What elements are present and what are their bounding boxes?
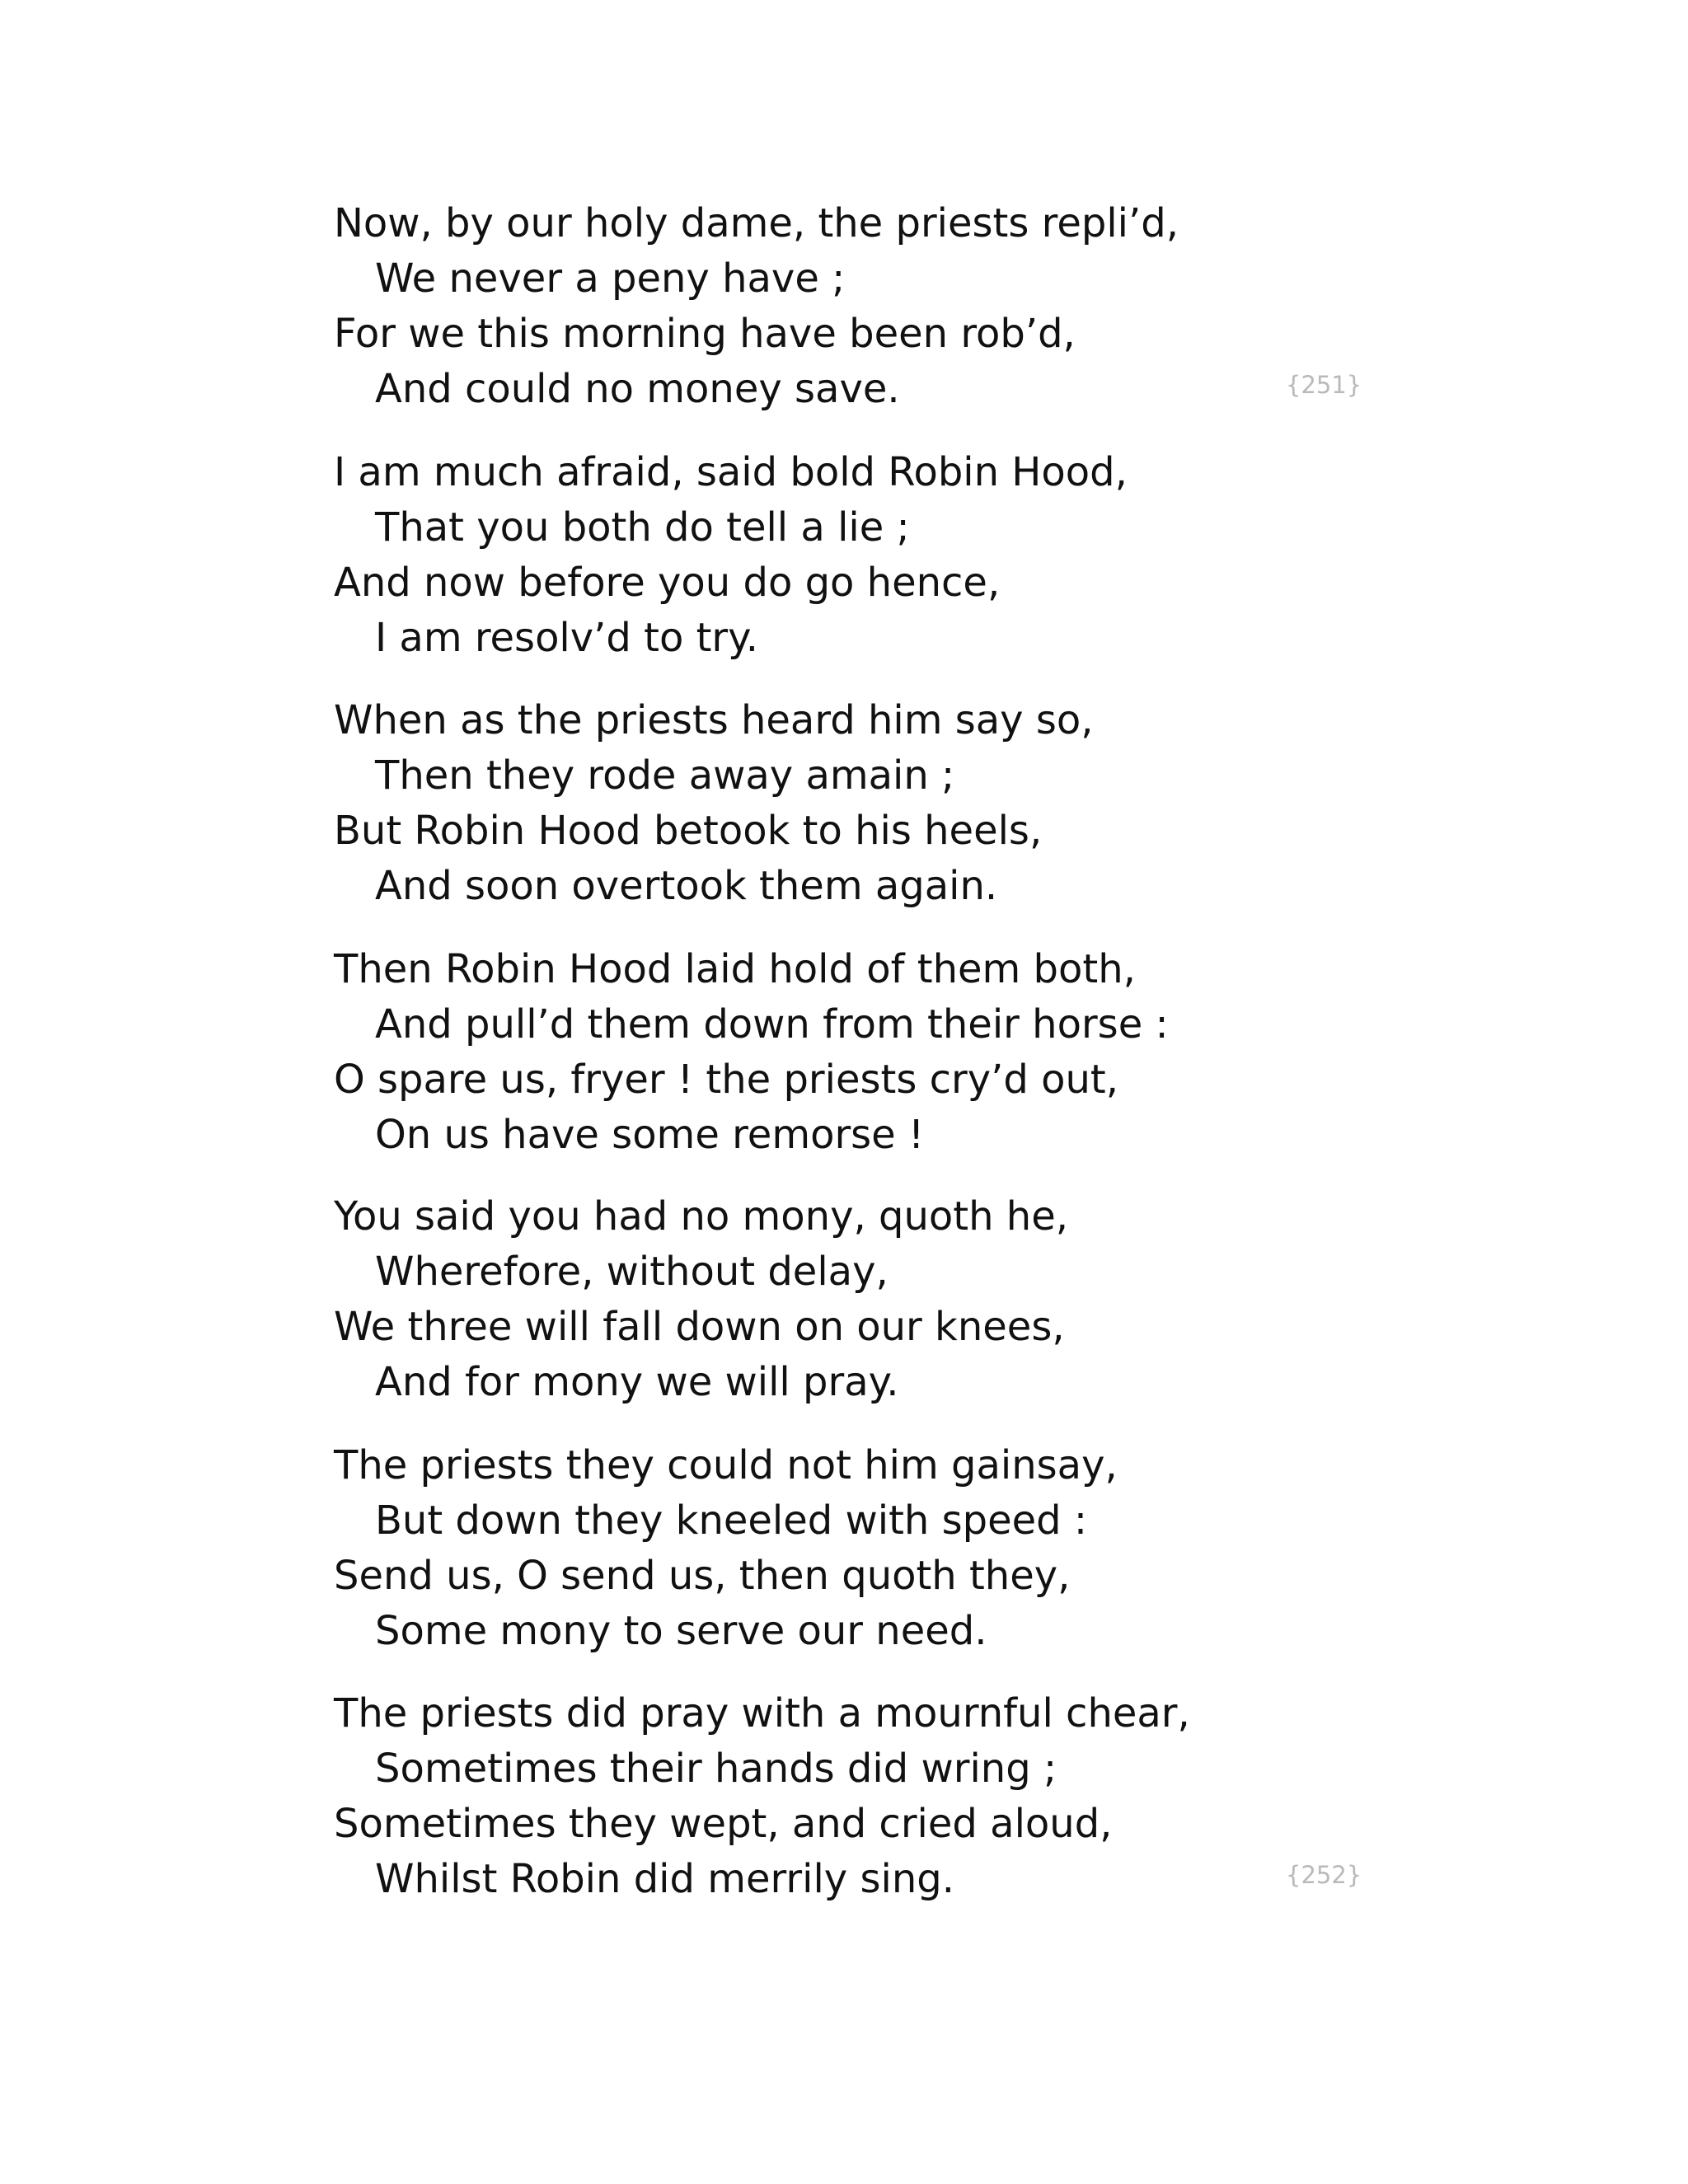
verse-line: Then Robin Hood laid hold of them both, (334, 946, 1136, 992)
verse-line: Then they rode away amain ; (375, 752, 955, 799)
verse-line: And pull’d them down from their horse : (375, 1001, 1169, 1047)
verse-line: And soon overtook them again. (375, 863, 998, 909)
verse-line: Send us, O send us, then quoth they, (334, 1553, 1071, 1599)
verse-line: When as the priests heard him say so, (334, 697, 1094, 743)
verse-line: I am much afraid, said bold Robin Hood, (334, 449, 1128, 495)
verse-line: You said you had no mony, quoth he, (334, 1193, 1068, 1240)
verse-line: On us have some remorse ! (375, 1112, 925, 1158)
page-number-marker: {252} (1286, 1861, 1362, 1889)
stanza (334, 196, 1405, 417)
verse-line: And now before you do go hence, (334, 560, 1001, 606)
verse-line: But Robin Hood betook to his heels, (334, 808, 1043, 854)
stanza (334, 1438, 1405, 1659)
verse-line: Sometimes they wept, and cried aloud, (334, 1801, 1113, 1847)
stanza (334, 1189, 1405, 1410)
verse-line: I am resolv’d to try. (375, 615, 758, 661)
verse-line: We never a peny have ; (375, 255, 846, 302)
verse-line: Now, by our holy dame, the priests repli’d, (334, 200, 1179, 246)
verse-line: And could no money save. (375, 366, 900, 412)
page-number-marker: {251} (1286, 371, 1362, 399)
verse-line: O spare us, fryer ! the priests cry’d out, (334, 1057, 1118, 1103)
verse-line: We three will fall down on our knees, (334, 1304, 1065, 1350)
verse-line: And for mony we will pray. (375, 1359, 899, 1405)
verse-line: But down they kneeled with speed : (375, 1497, 1088, 1544)
stanza (334, 942, 1405, 1163)
verse-line: That you both do tell a lie ; (375, 504, 910, 551)
stanza (334, 1686, 1405, 1907)
verse-line: Some mony to serve our need. (375, 1608, 987, 1654)
verse-line: The priests did pray with a mournful chear, (334, 1690, 1190, 1736)
verse-line: The priests they could not him gainsay, (334, 1442, 1118, 1488)
stanza (334, 693, 1405, 914)
verse-line: For we this morning have been rob’d, (334, 311, 1076, 357)
verse-line: Wherefore, without delay, (375, 1249, 889, 1295)
verse-line: Sometimes their hands did wring ; (375, 1746, 1057, 1792)
verse-line: Whilst Robin did merrily sing. (375, 1856, 954, 1902)
stanza (334, 445, 1405, 666)
